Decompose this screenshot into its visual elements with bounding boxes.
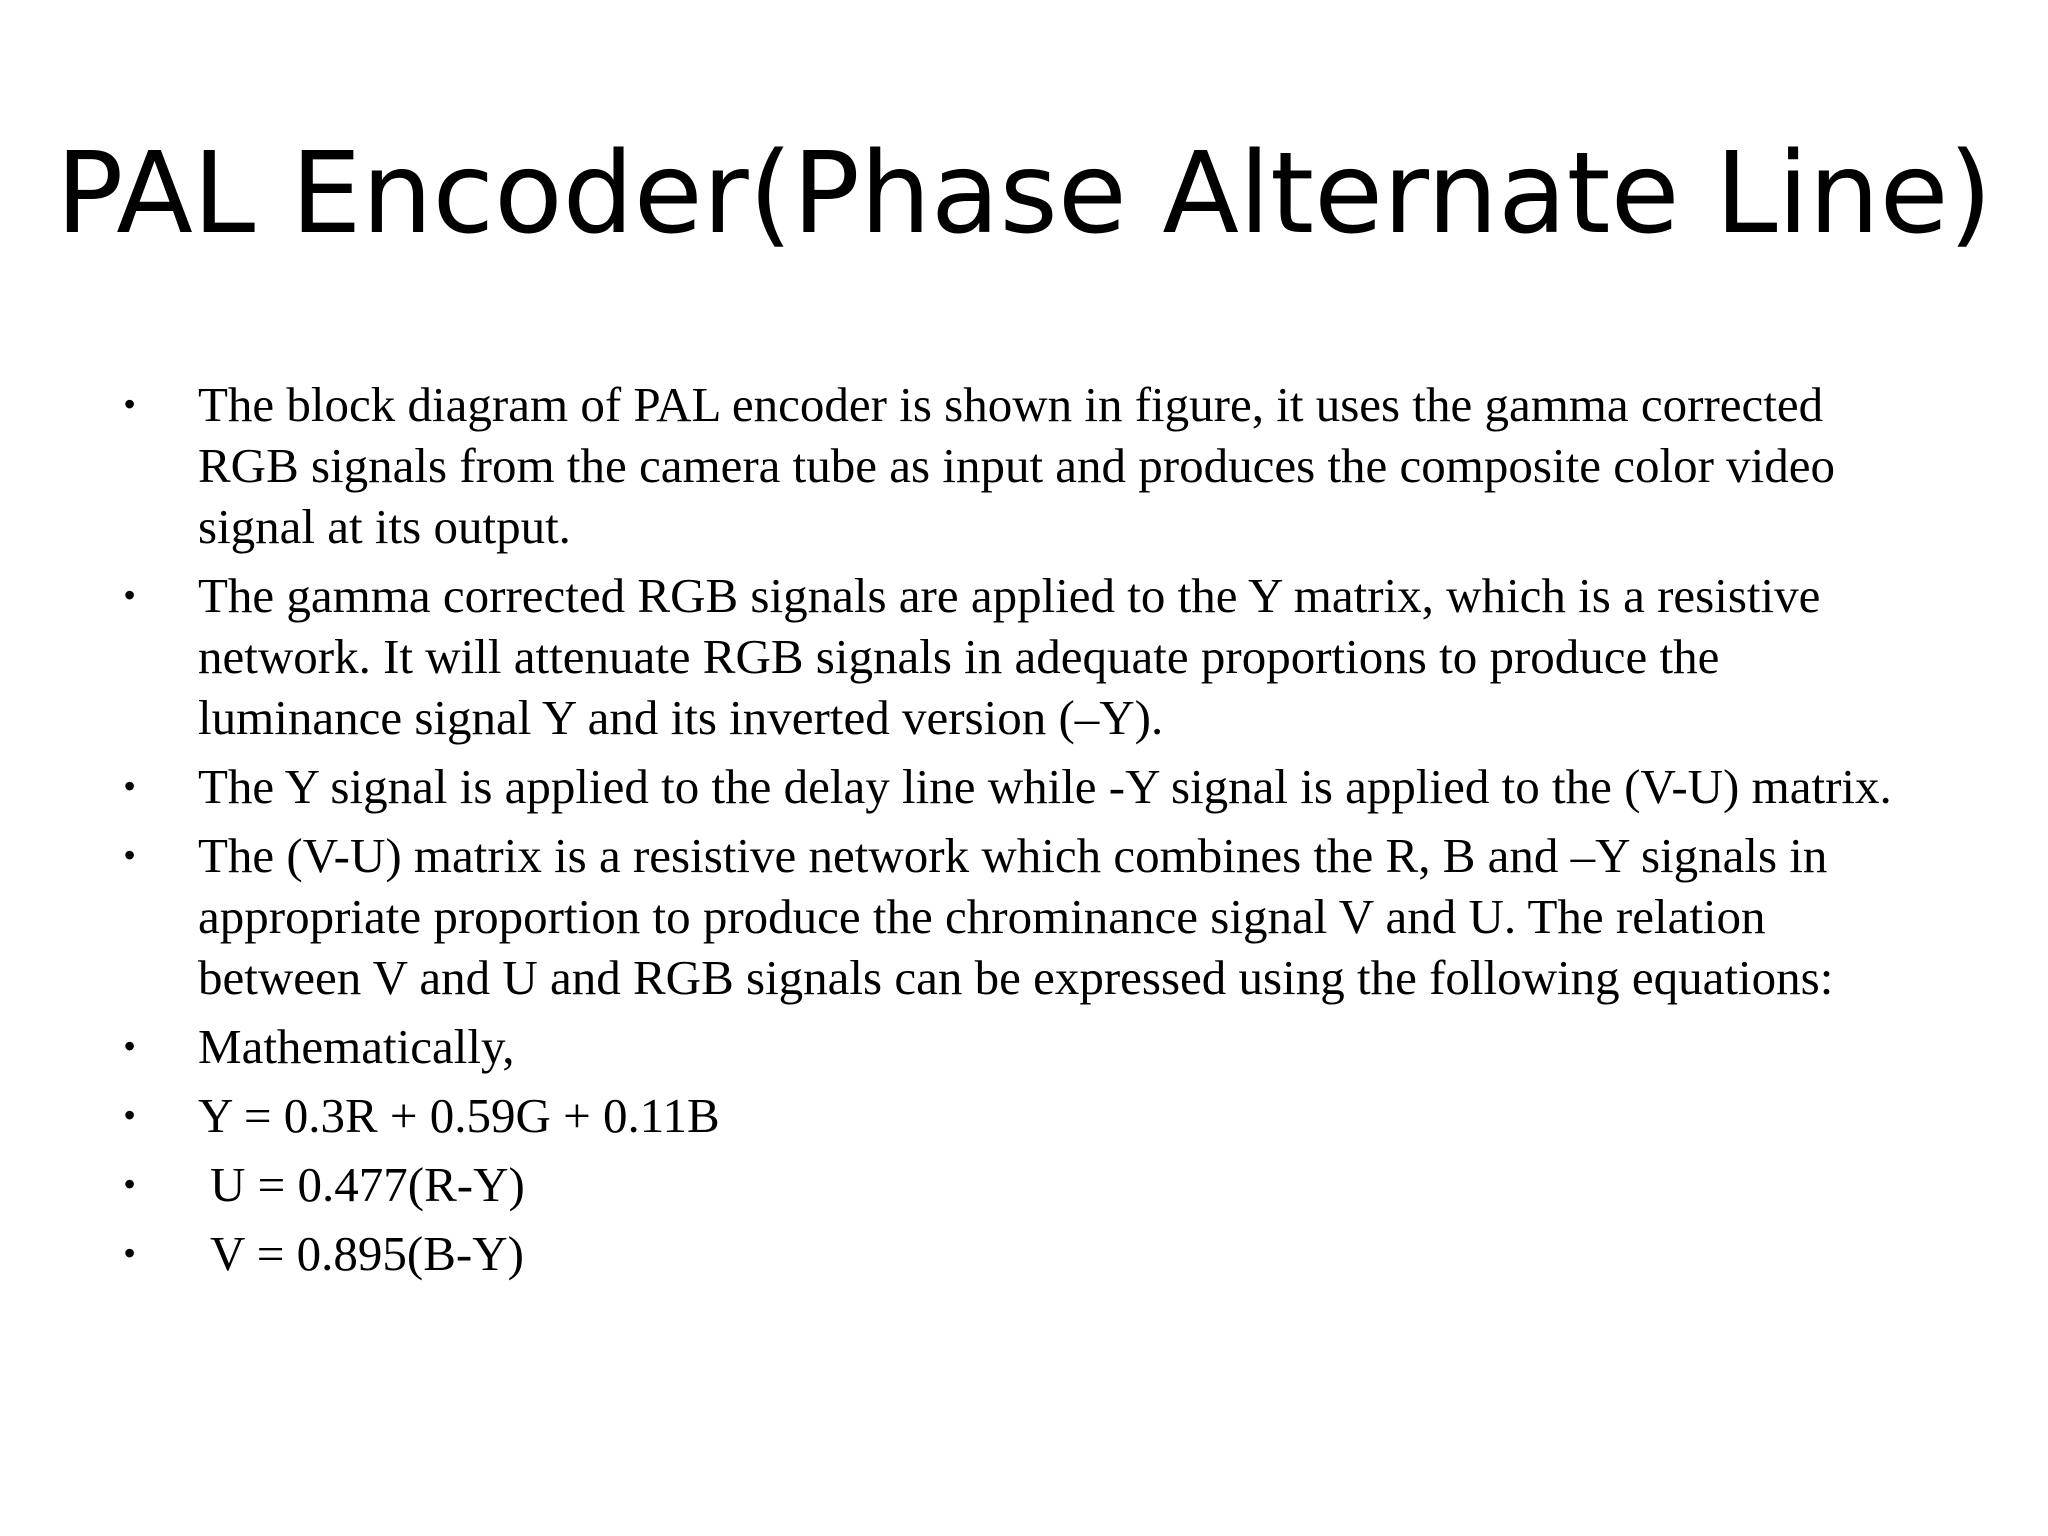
bullet-item [120, 374, 1920, 557]
bullet-text: The (V-U) matrix is a resistive network which combines the R, B and –Y signals in appropriate proportion to produce the chrominance signal V and U. The relation between V and U and RGB signals can be expressed using the following equations: [198, 828, 1834, 1005]
bullet-item [120, 1016, 1920, 1077]
bullet-marker: • [124, 1166, 136, 1202]
bullet-marker: • [124, 386, 136, 422]
bullet-item [120, 1085, 1920, 1146]
bullet-marker: • [124, 577, 136, 613]
bullet-item [120, 565, 1920, 748]
bullet-item [120, 825, 1920, 1008]
bullet-marker: • [124, 1235, 136, 1271]
slide-title: PAL Encoder(Phase Alternate Line) [55, 129, 1993, 259]
bullet-marker: • [124, 837, 136, 873]
bullet-marker: • [124, 1028, 136, 1064]
bullet-item [120, 1223, 1920, 1284]
bullet-text: The block diagram of PAL encoder is shown in figure, it uses the gamma corrected RGB signals from the camera tube as input and produces the composite color video signal at its output. [198, 377, 1836, 554]
bullet-list [120, 374, 1920, 1292]
bullet-text: The Y signal is applied to the delay line while -Y signal is applied to the (V-U) matrix. [198, 759, 1892, 814]
bullet-text: Mathematically, [198, 1019, 515, 1074]
bullet-text: The gamma corrected RGB signals are applied to the Y matrix, which is a resistive network. It will attenuate RGB signals in adequate proportions to produce the luminance signal Y and its inverted version (–Y). [198, 568, 1821, 745]
bullet-marker: • [124, 1097, 136, 1133]
equation-v: V = 0.895(B-Y) [210, 1226, 524, 1281]
equation-y: Y = 0.3R + 0.59G + 0.11B [198, 1088, 720, 1143]
bullet-item [120, 756, 1920, 817]
bullet-item [120, 1154, 1920, 1215]
bullet-marker: • [124, 768, 136, 804]
equation-u: U = 0.477(R-Y) [210, 1157, 525, 1212]
